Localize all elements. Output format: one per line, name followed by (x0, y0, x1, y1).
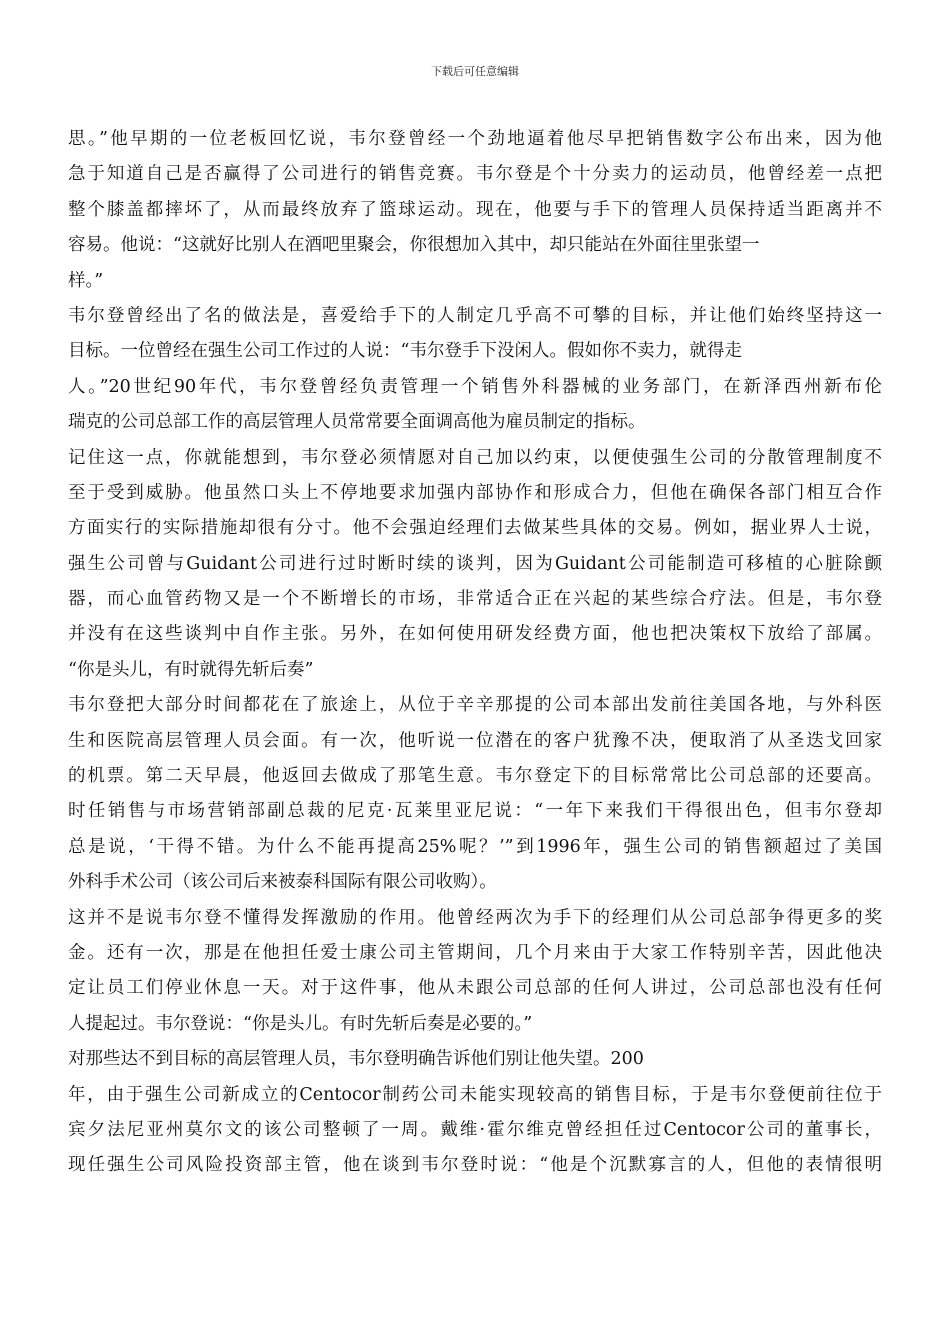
page-header: 下载后可任意编辑 (431, 65, 519, 78)
text-line: 总是说，‘干得不错。为什么不能再提高25%呢？’”到1996年，强生公司的销售额超过了美国 (68, 836, 882, 857)
text-line: 外科手术公司（该公司后来被泰科国际有限公司收购）。 (68, 872, 497, 893)
text-line: 金。还有一次，那是在他担任爱士康公司主管期间，几个月来由于大家工作特别辛苦，因此他决 (68, 942, 882, 963)
text-line: “你是头儿，有时就得先斩后奏” (68, 659, 314, 680)
text-line: 时任销售与市场营销部副总裁的尼克·瓦莱里亚尼说：“一年下来我们干得很出色，但韦尔登却 (68, 801, 882, 822)
text-line: 人提起过。韦尔登说：“你是头儿。有时先斩后奏是必要的。” (68, 1013, 533, 1034)
text-line: 急于知道自己是否赢得了公司进行的销售竞赛。韦尔登是个十分卖力的运动员，他曾经差一点把 (68, 164, 882, 185)
text-line: 思。”他早期的一位老板回忆说，韦尔登曾经一个劲地逼着他尽早把销售数字公布出来，因为他 (68, 129, 882, 149)
text-line: 定让员工们停业休息一天。对于这件事，他从未跟公司总部的任何人讲过，公司总部也没有任何 (68, 978, 882, 999)
text-line: 这并不是说韦尔登不懂得发挥激励的作用。他曾经两次为手下的经理们从公司总部争得更多的奖 (68, 907, 882, 928)
text-line: 现任强生公司风险投资部主管，他在谈到韦尔登时说：“他是个沉默寡言的人，但他的表情很明 (68, 1155, 882, 1176)
text-line: 年，由于强生公司新成立的Centocor制药公司未能实现较高的销售目标，于是韦尔登便前往位于 (68, 1084, 882, 1105)
text-line: 至于受到威胁。他虽然口头上不停地要求加强内部协作和形成合力，但他在确保各部门相互合作 (68, 482, 882, 503)
text-line: 器，而心血管药物又是一个不断增长的市场，非常适合正在兴起的某些综合疗法。但是，韦尔登 (68, 589, 882, 610)
text-line: 对那些达不到目标的高层管理人员，韦尔登明确告诉他们别让他失望。200 (68, 1049, 644, 1070)
text-line: 生和医院高层管理人员会面。有一次，他听说一位潜在的客户犹豫不决，便取消了从圣迭戈回家 (68, 730, 882, 751)
text-line: 目标。一位曾经在强生公司工作过的人说：“韦尔登手下没闲人。假如你不卖力，就得走 (68, 341, 742, 362)
text-line: 强生公司曾与Guidant公司进行过时断时续的谈判，因为Guidant公司能制造可移植的心脏除颤 (68, 553, 882, 574)
text-line: 容易。他说：“这就好比别人在酒吧里聚会，你很想加入其中，却只能站在外面往里张望一 (68, 235, 760, 256)
text-line: 韦尔登把大部分时间都花在了旅途上，从位于辛辛那提的公司本部出发前往美国各地，与外科医 (68, 695, 882, 716)
text-line: 记住这一点，你就能想到，韦尔登必须情愿对自己加以约束，以便使强生公司的分散管理制度不 (68, 447, 882, 468)
text-line: 样。” (68, 270, 104, 291)
text-line: 方面实行的实际措施却很有分寸。他不会强迫经理们去做某些具体的交易。例如，据业界人士说， (68, 518, 882, 539)
text-line: 宾夕法尼亚州莫尔文的该公司整顿了一周。戴维·霍尔维克曾经担任过Centocor公司的董事长， (68, 1119, 882, 1140)
text-line: 整个膝盖都摔坏了，从而最终放弃了篮球运动。现在，他要与手下的管理人员保持适当距离并不 (68, 199, 882, 220)
text-line: 瑞克的公司总部工作的高层管理人员常常要全面调高他为雇员制定的指标。 (68, 412, 646, 433)
text-line: 并没有在这些谈判中自作主张。另外，在如何使用研发经费方面，他也把决策权下放给了部属。 (68, 624, 882, 645)
document-body (68, 122, 882, 1184)
text-line: 人。”20世纪90年代，韦尔登曾经负责管理一个销售外科器械的业务部门，在新泽西州新布伦 (68, 376, 882, 397)
text-line: 的机票。第二天早晨，他返回去做成了那笔生意。韦尔登定下的目标常常比公司总部的还要高。 (68, 766, 882, 787)
text-line: 韦尔登曾经出了名的做法是，喜爱给手下的人制定几乎高不可攀的目标，并让他们始终坚持这一 (68, 305, 882, 326)
